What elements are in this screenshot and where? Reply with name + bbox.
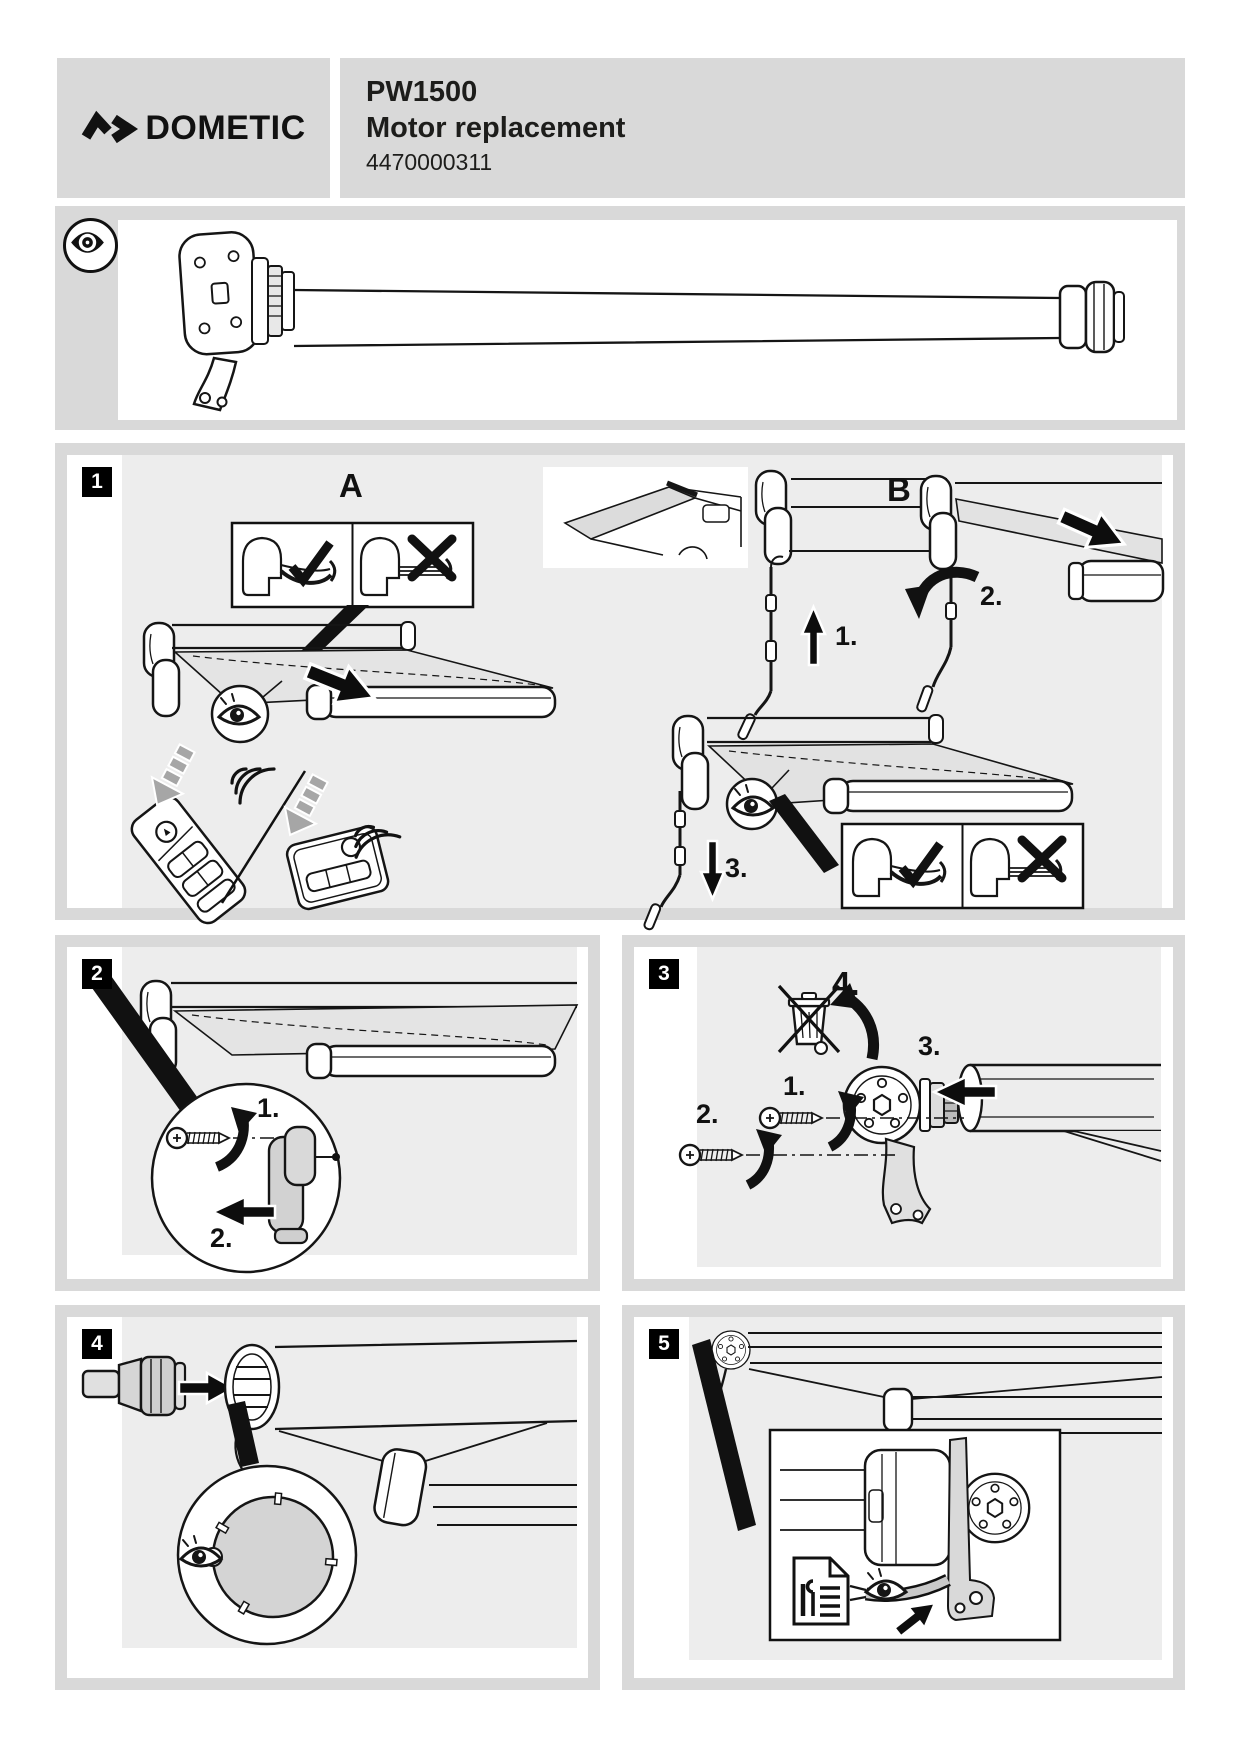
step-panel-1	[55, 443, 1185, 920]
panel3-content	[634, 947, 1173, 1279]
motor-and-roller-tube-drawing	[118, 220, 1177, 420]
overview-drawing-area	[118, 220, 1177, 420]
section-label-b: B	[887, 471, 911, 508]
panel1-content	[67, 455, 1173, 908]
document-header	[340, 58, 1185, 198]
overview-panel	[55, 206, 1185, 430]
panel-number-badge: 4	[82, 1329, 112, 1359]
panel2-illustration	[67, 947, 588, 1279]
step-label: 2.	[980, 581, 1003, 611]
brand-name: DOMETIC	[145, 108, 306, 147]
step-label: 1.	[835, 621, 858, 651]
motor-cable-inset	[770, 1430, 1060, 1642]
panel5-content	[634, 1317, 1173, 1678]
motor-shaft-drawing	[83, 1357, 185, 1415]
panel-number-badge: 3	[649, 959, 679, 989]
part-number: 4470000311	[366, 149, 493, 175]
panel-number-badge: 2	[82, 959, 112, 989]
motor-end-plate	[712, 1331, 750, 1369]
step-label: 1.	[257, 1093, 280, 1123]
fabric-tension-inset-a	[232, 523, 473, 607]
vehicle-awning-inset	[543, 467, 748, 568]
panel1-illustration	[67, 455, 1173, 908]
step-label: 2.	[210, 1223, 233, 1253]
fabric-tension-inset-b	[842, 824, 1083, 908]
manual-document-icon	[794, 1558, 848, 1624]
panel-number-badge: 5	[649, 1329, 679, 1359]
step-label: 3.	[725, 853, 748, 883]
step-label: 1.	[783, 1071, 806, 1101]
dometic-logo-icon	[81, 108, 137, 148]
step-label: 2.	[696, 1099, 719, 1129]
panel4-content	[67, 1317, 588, 1678]
brand-logo-box	[57, 58, 330, 198]
panel2-content	[67, 947, 588, 1279]
step-panel-5	[622, 1305, 1185, 1690]
panel5-illustration	[634, 1317, 1173, 1678]
document-title: Motor replacement	[366, 112, 626, 144]
lead-rail	[307, 1044, 555, 1078]
section-label-a: A	[339, 467, 363, 504]
step-panel-2	[55, 935, 600, 1291]
product-name: PW1500	[366, 76, 478, 108]
step-label: 3.	[918, 1031, 941, 1061]
panel4-illustration	[67, 1317, 588, 1678]
step-panel-3	[622, 935, 1185, 1291]
panel-number-badge: 1	[82, 467, 112, 497]
eye-icon	[63, 218, 118, 273]
lead-rail	[824, 779, 1072, 813]
step-label: 4.	[832, 965, 860, 1002]
step-panel-4	[55, 1305, 600, 1690]
